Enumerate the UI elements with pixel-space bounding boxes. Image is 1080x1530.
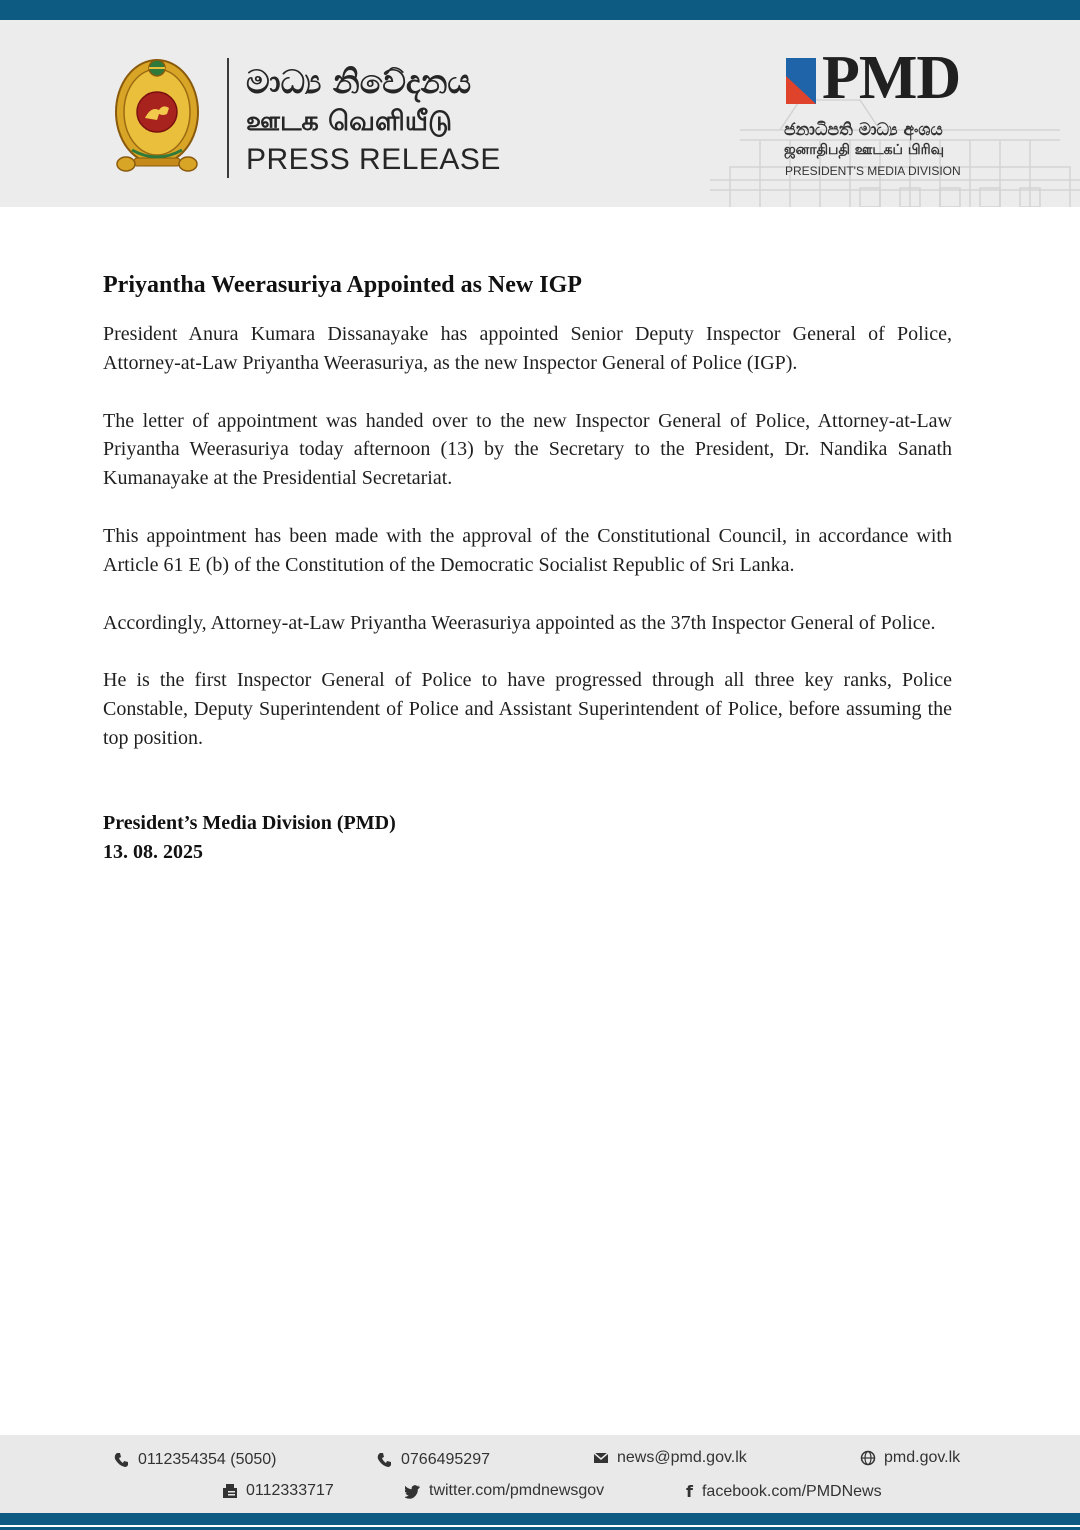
paragraph: This appointment has been made with the approval of the Constitutional Council, in accordance with Article 61 E (b) of the Constitution of the Democratic Socialist Republic of Sri Lanka.	[103, 524, 952, 576]
pmd-logo-text: PMD	[822, 44, 961, 112]
title-tamil: ஊடக வெளியீடு	[246, 106, 453, 137]
letterhead	[0, 20, 1080, 207]
phone-2-text: 0766495297	[401, 1451, 490, 1468]
website-text: pmd.gov.lk	[884, 1449, 961, 1466]
header-divider	[227, 58, 229, 178]
paragraph: President Anura Kumara Dissanayake has appointed Senior Deputy Inspector General of Police, Attorney-at-Law Priyantha Weerasuriya, as the new Inspector General of Police (IGP).	[103, 323, 952, 374]
article-body	[103, 272, 952, 867]
paragraph: The letter of appointment was handed over to the new Inspector General of Police, Attorney-at-Law Priyantha Weerasuriya today afternoon (13) by the Secretary to the President, Dr. Nandika Sanath Kumanayake at the Presidential Secretariat.	[103, 409, 952, 490]
footer-phone-2[interactable]	[377, 1451, 490, 1469]
release-date: 13. 08. 2025	[103, 840, 203, 863]
footer-twitter[interactable]	[405, 1482, 604, 1500]
paragraph: He is the first Inspector General of Police to have progressed through all three key ranks, Police Constable, Deputy Superintendent of Police and Assistant Superintendent of Police, before assuming the top position.	[103, 669, 952, 749]
facebook-icon: f	[686, 1482, 693, 1501]
paragraph: Accordingly, Attorney-at-Law Priyantha Weerasuriya appointed as the 37th Inspector General of Police.	[103, 611, 936, 634]
footer-website[interactable]	[860, 1449, 960, 1467]
twitter-icon	[405, 1483, 421, 1499]
pmd-logo-icon	[786, 58, 816, 104]
pmd-name-english: PRESIDENT'S MEDIA DIVISION	[785, 164, 961, 178]
phone-icon	[114, 1452, 130, 1468]
footer-facebook[interactable]	[686, 1482, 882, 1501]
email-text: news@pmd.gov.lk	[617, 1449, 747, 1466]
phone-1-text: 0112354354 (5050)	[138, 1451, 277, 1468]
phone-icon	[377, 1452, 393, 1468]
contact-footer	[0, 1435, 1080, 1513]
pmd-name-sinhala: ජනාධිපති මාධ්‍ය අංශය	[784, 120, 943, 140]
sri-lanka-emblem-icon	[112, 54, 202, 178]
pmd-name-tamil: ஜனாதிபதி ஊடகப் பிரிவு	[784, 142, 945, 158]
facebook-text: facebook.com/PMDNews	[701, 1482, 882, 1500]
article-headline: Priyantha Weerasuriya Appointed as New IGP	[103, 272, 582, 298]
bottom-color-bar	[0, 1513, 1080, 1525]
title-english: PRESS RELEASE	[246, 143, 501, 176]
footer-phone-1[interactable]	[114, 1451, 277, 1469]
top-color-bar	[0, 0, 1080, 20]
signature-block	[103, 809, 952, 867]
globe-icon	[860, 1450, 876, 1466]
footer-fax[interactable]	[222, 1482, 334, 1500]
title-sinhala: මාධ්‍ය නිවේදනය	[246, 62, 472, 101]
signature: President’s Media Division (PMD)	[103, 811, 396, 834]
fax-icon	[222, 1483, 238, 1499]
twitter-text: twitter.com/pmdnewsgov	[429, 1482, 605, 1499]
footer-email[interactable]	[593, 1449, 747, 1467]
fax-text: 0112333717	[246, 1482, 334, 1499]
email-icon	[593, 1450, 609, 1466]
